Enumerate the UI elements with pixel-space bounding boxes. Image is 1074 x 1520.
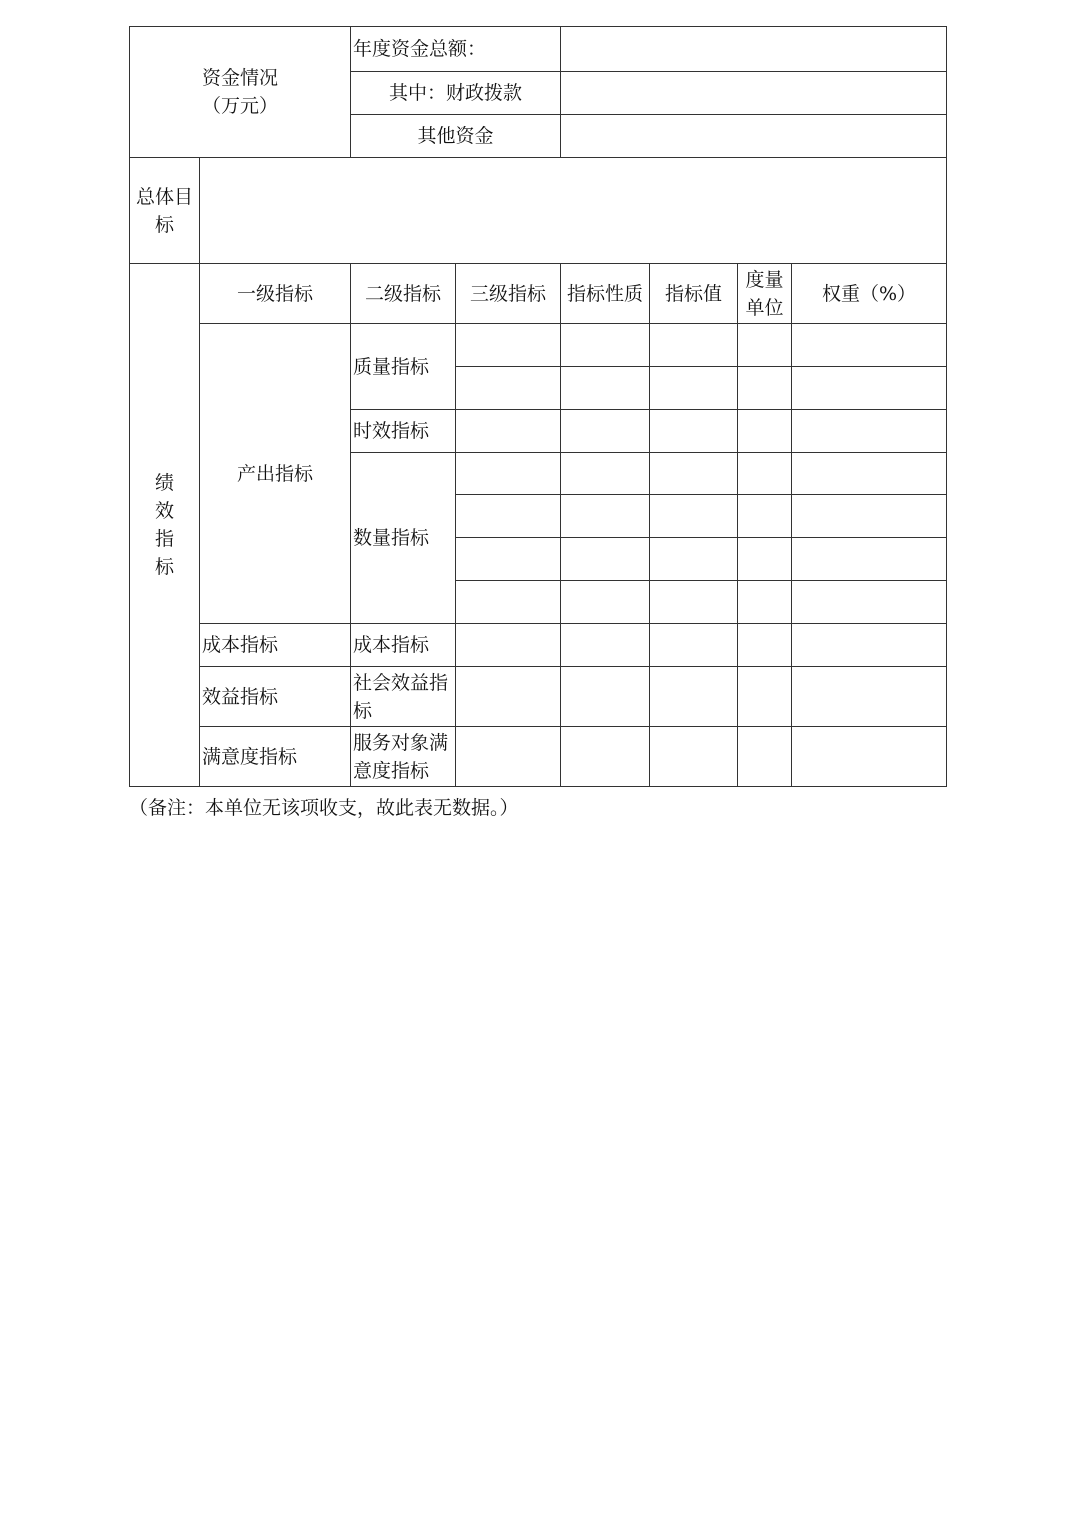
table-cell	[456, 453, 561, 495]
table-cell	[561, 453, 650, 495]
table-cell	[650, 367, 738, 410]
table-cell	[738, 624, 792, 667]
header-unit: 度量 单位	[738, 264, 792, 324]
table-cell	[650, 727, 738, 787]
performance-indicators-label: 绩 效 指 标	[130, 264, 200, 787]
table-cell	[650, 624, 738, 667]
table-cell	[650, 324, 738, 367]
header-level3: 三级指标	[456, 264, 561, 324]
table-cell	[738, 538, 792, 581]
table-cell	[456, 624, 561, 667]
table-note: （备注：本单位无该项收支，故此表无数据。）	[129, 797, 519, 819]
table-cell	[792, 410, 947, 453]
header-nature: 指标性质	[561, 264, 650, 324]
output-indicators: 产出指标	[200, 324, 351, 624]
header-level2: 二级指标	[351, 264, 456, 324]
table-cell	[738, 367, 792, 410]
table-cell	[561, 581, 650, 624]
annual-total-label: 年度资金总额：	[351, 27, 561, 72]
fiscal-appropriation-label: 其中：财政拨款	[351, 72, 561, 115]
table-cell	[561, 367, 650, 410]
table-cell	[792, 367, 947, 410]
table-cell	[792, 581, 947, 624]
header-level1: 一级指标	[200, 264, 351, 324]
quality-indicators: 质量指标	[351, 324, 456, 410]
table-cell	[738, 453, 792, 495]
table-cell	[456, 727, 561, 787]
header-weight: 权重（%）	[792, 264, 947, 324]
table-cell	[650, 538, 738, 581]
quantity-indicators: 数量指标	[351, 453, 456, 624]
table-cell	[561, 624, 650, 667]
table-cell	[792, 324, 947, 367]
other-funds-label: 其他资金	[351, 115, 561, 158]
table-cell	[792, 495, 947, 538]
table-cell	[738, 324, 792, 367]
table-cell	[561, 410, 650, 453]
table-cell	[456, 367, 561, 410]
funding-label-cell	[130, 27, 351, 158]
other-funds-value	[561, 115, 947, 158]
table-cell	[456, 667, 561, 727]
header-value: 指标值	[650, 264, 738, 324]
overall-goal-value	[200, 158, 947, 264]
table-cell	[738, 727, 792, 787]
table-cell	[456, 324, 561, 367]
table-cell	[738, 495, 792, 538]
table-cell	[738, 410, 792, 453]
table-cell	[561, 324, 650, 367]
table-cell	[792, 538, 947, 581]
table-cell	[738, 667, 792, 727]
table-cell	[792, 727, 947, 787]
table-cell	[738, 581, 792, 624]
satisfaction-indicators: 满意度指标	[200, 727, 351, 787]
table-cell	[456, 581, 561, 624]
cost-indicators-l2: 成本指标	[351, 624, 456, 667]
benefit-indicators: 效益指标	[200, 667, 351, 727]
table-cell	[650, 410, 738, 453]
table-cell	[650, 667, 738, 727]
funding-unit: （万元）	[202, 95, 279, 117]
table-cell	[561, 538, 650, 581]
table-cell	[561, 667, 650, 727]
table-cell	[792, 667, 947, 727]
table-cell	[456, 538, 561, 581]
funding-label: 资金情况	[202, 67, 279, 89]
overall-goal-label: 总体目 标	[130, 158, 200, 264]
table-cell	[561, 727, 650, 787]
annual-total-value	[561, 27, 947, 72]
performance-goal-table	[129, 26, 947, 787]
service-satisfaction-indicators: 服务对象满 意度指标	[351, 727, 456, 787]
table-cell	[792, 624, 947, 667]
timeliness-indicators: 时效指标	[351, 410, 456, 453]
table-cell	[650, 453, 738, 495]
table-cell	[456, 495, 561, 538]
table-cell	[650, 581, 738, 624]
cost-indicators-l1: 成本指标	[200, 624, 351, 667]
social-benefit-indicators: 社会效益指 标	[351, 667, 456, 727]
table-cell	[456, 410, 561, 453]
table-cell	[792, 453, 947, 495]
table-cell	[561, 495, 650, 538]
table-cell	[650, 495, 738, 538]
fiscal-appropriation-value	[561, 72, 947, 115]
